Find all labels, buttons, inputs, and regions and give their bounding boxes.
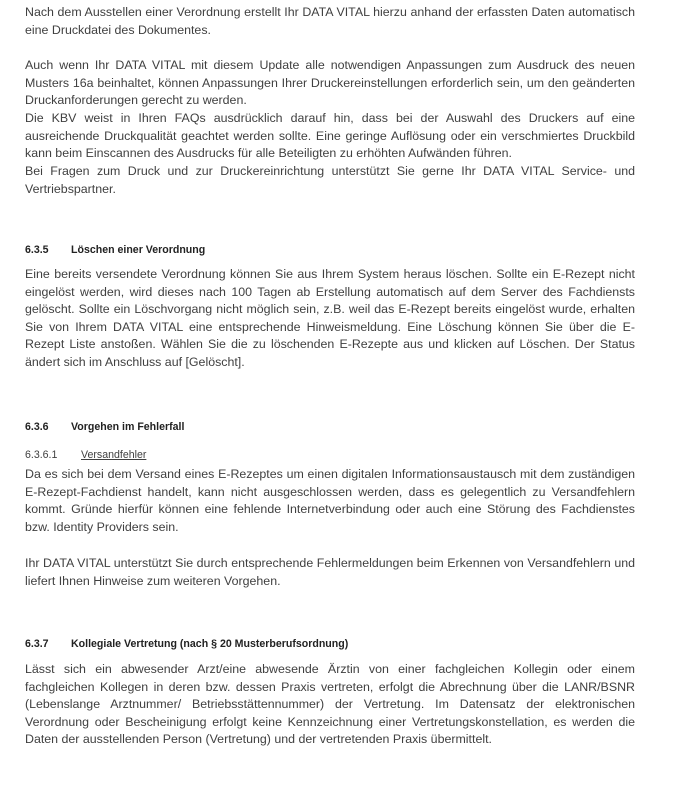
subsection-heading-6-3-6-1 [25, 448, 635, 462]
section-6-3-6-paragraph-1: Da es sich bei dem Versand eines E-Rezeptes um einen digitalen Informationsaustausch mit dem zuständigen E-Rezept-Fachdienst handelt, kann nicht ausgeschlossen werden, dass es gelegentlich zu Versandfehlern kommt. Gründe hierfür können eine fehlende Internetverbindung oder auch eine Störung des Fachdienstes bzw. Identity Providers sein. [25, 467, 635, 534]
section-number: 6.3.6 [25, 421, 49, 433]
subsection-title: Versandfehler [81, 449, 147, 461]
section-title: Löschen einer Verordnung [71, 244, 206, 256]
section-title: Vorgehen im Fehlerfall [71, 421, 185, 433]
section-number: 6.3.5 [25, 244, 49, 256]
intro-paragraph-4: Bei Fragen zum Druck und zur Druckereinrichtung unterstützt Sie gerne Ihr DATA VITAL Service- und Vertriebspartner. [25, 164, 635, 196]
section-6-3-7-paragraph: Lässt sich ein abwesender Arzt/eine abwesende Ärztin von einer fachgleichen Kollegin oder einem fachgleichen Kollegen in deren bzw. dessen Praxis vertreten, erfolgt die Abrechnung über die LANR/BSNR (Lebenslange Arztnummer/ Betriebsstättennummer) der Vertretung. Im Datensatz der elektronischen Verordnung oder Bescheinigung erfolgt keine Kennzeichnung einer Vertretungskonstellation, es werden die Daten der ausstellenden Person (Vertretung) und der vertretenden Praxis übermittelt. [25, 662, 635, 747]
intro-paragraph-2: Auch wenn Ihr DATA VITAL mit diesem Update alle notwendigen Anpassungen zum Ausdruck des neuen Musters 16a beinhaltet, können Anpassungen Ihrer Druckereinstellungen erforderlich sein, um den geänderten Druckanforderungen gerecht zu werden. [25, 58, 635, 108]
intro-paragraph-3: Die KBV weist in Ihren FAQs ausdrücklich darauf hin, dass bei der Auswahl des Druckers auf eine ausreichende Druckqualität geachtet werden sollte. Eine geringe Auflösung oder ein verschmiertes Druckbild kann beim Einscannen des Ausdrucks für alle Beteiligten zu erhöhten Aufwänden führen. [25, 111, 635, 161]
section-heading-6-3-5 [25, 243, 635, 257]
section-number: 6.3.7 [25, 638, 49, 650]
section-heading-6-3-7 [25, 637, 635, 651]
section-title: Kollegiale Vertretung (nach § 20 Musterberufsordnung) [71, 638, 349, 650]
section-6-3-6-paragraph-2: Ihr DATA VITAL unterstützt Sie durch entsprechende Fehlermeldungen beim Erkennen von Versandfehlern und liefert Ihnen Hinweise zum weiteren Vorgehen. [25, 556, 635, 588]
subsection-number: 6.3.6.1 [25, 449, 58, 461]
section-heading-6-3-6 [25, 420, 635, 434]
section-6-3-5-paragraph: Eine bereits versendete Verordnung können Sie aus Ihrem System heraus löschen. Sollte ein E-Rezept nicht eingelöst werden, wird dieses nach 100 Tagen ab Erstellung automatisch auf dem Server des Fachdiensts gelöscht. Sollte ein Löschvorgang nicht möglich sein, z.B. weil das E-Rezept bereits eingelöst wurde, erhalten Sie von Ihrem DATA VITAL eine entsprechende Hinweismeldung. Eine Löschung können Sie über die E-Rezept Liste anstoßen. Wählen Sie die zu löschenden E-Rezepte aus und klicken auf Löschen. Der Status ändert sich im Anschluss auf [Gelöscht]. [25, 267, 635, 369]
intro-paragraph-1: Nach dem Ausstellen einer Verordnung erstellt Ihr DATA VITAL hierzu anhand der erfassten Daten automatisch eine Druckdatei des Dokumentes. [25, 5, 635, 37]
